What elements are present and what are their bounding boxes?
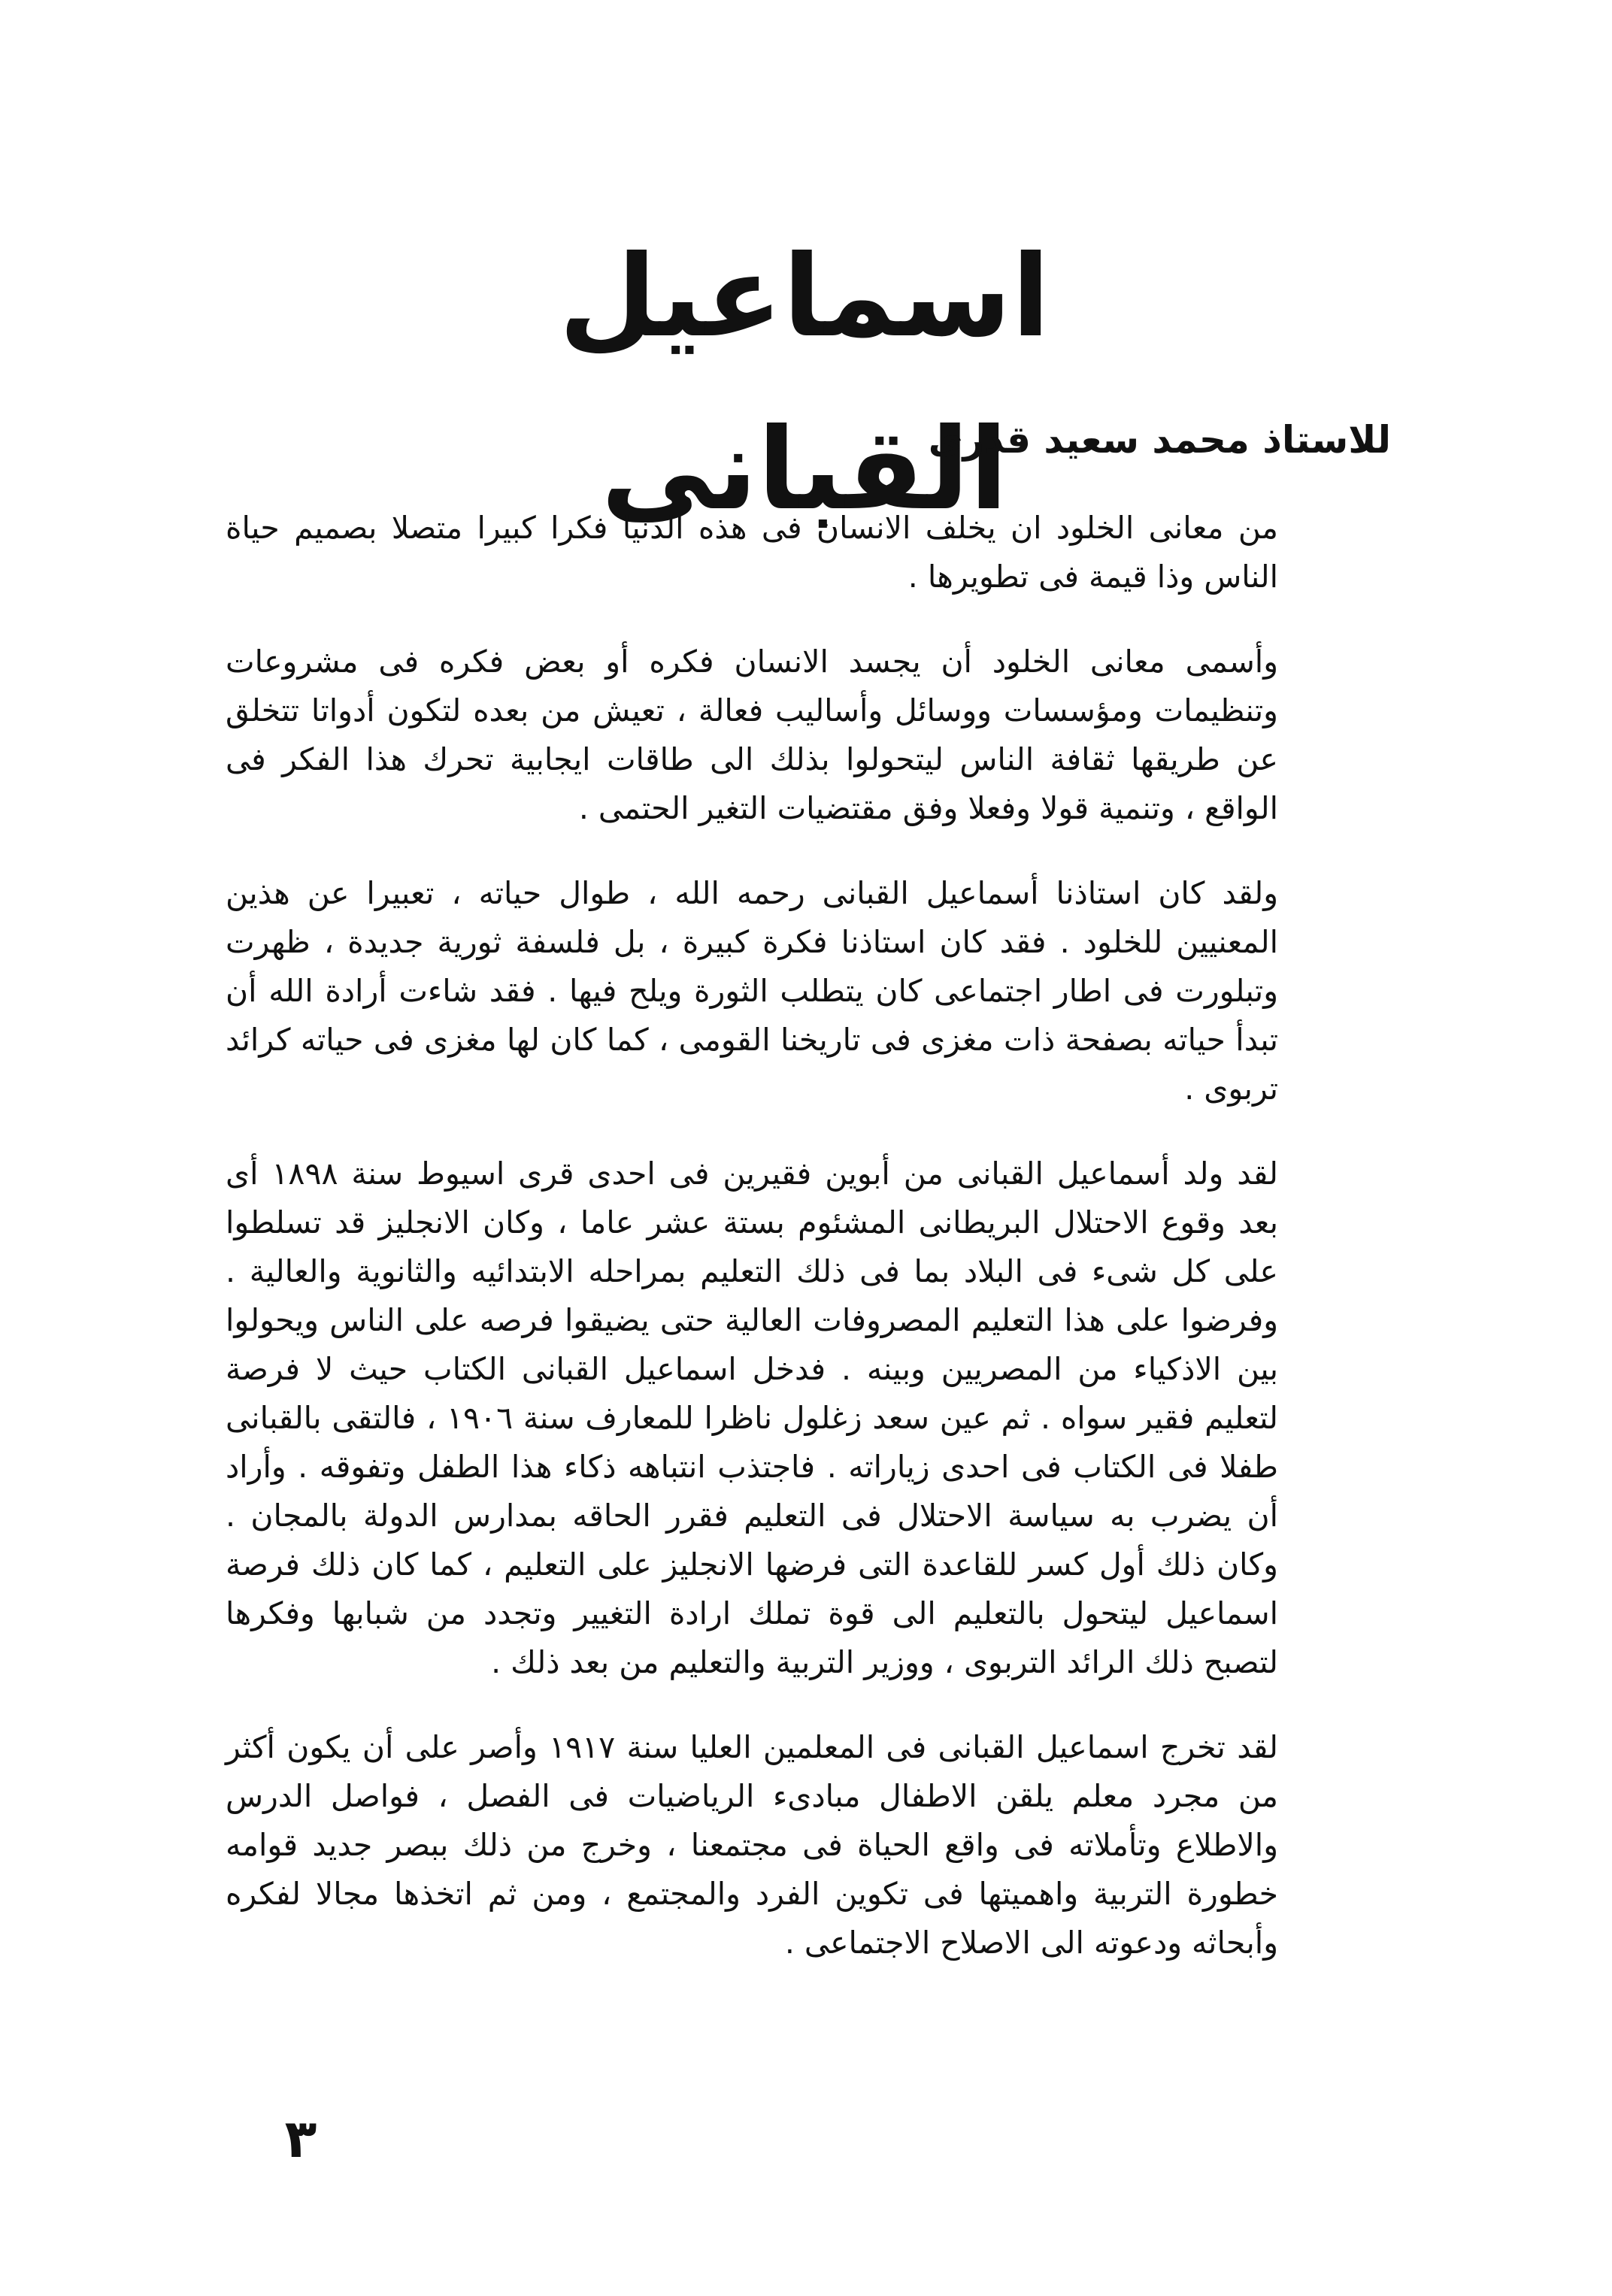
paragraph-1: من معانى الخلود ان يخلف الانسان فى هذه الدنيا فكرا كبيرا متصلا بصميم حياة الناس وذا قيمة فى تطويرها . xyxy=(226,510,1278,595)
article-author: للاستاذ محمد سعيد قدرى xyxy=(928,418,1391,462)
article-body xyxy=(226,504,1278,2082)
paragraph-3: ولقد كان استاذنا أسماعيل القبانى رحمه الله ، طوال حياته ، تعبيرا عن هذين المعنيين للخلود . فقد كان استاذنا فكرة كبيرة ، بل فلسفة ثورية جديدة ، ظهرت وتبلورت فى اطار اجتماعى كان يتطلب الثورة ويلح فيها . فقد شاءت أرادة الله أن تبدأ حياته بصفحة ذات مغزى فى تاريخنا القومى ، كما كان لها مغزى فى حياته كرائد تربوى . xyxy=(226,875,1278,1107)
article-title: اسماعيل القبانى xyxy=(559,232,1050,535)
paragraph-5: لقد تخرج اسماعيل القبانى فى المعلمين العليا سنة ١٩١٧ وأصر على أن يكون أكثر من مجرد معلم يلقن الاطفال مبادىء الرياضيات فى الفصل ، فواصل الدرس والاطلاع وتأملاته فى واقع الحياة فى مجتمعنا ، وخرج من ذلك ببصر جديد قوامه خطورة التربية واهميتها فى تكوين الفرد والمجتمع ، ومن ثم اتخذها مجالا لفكره وأبحاثه ودعوته الى الاصلاح الاجتماعى . xyxy=(226,1729,1279,1961)
paragraph-4: لقد ولد أسماعيل القبانى من أبوين فقيرين فى احدى قرى اسيوط سنة ١٨٩٨ أى بعد وقوع الاحتلال البريطانى المشئوم بستة عشر عاما ، وكان الانجليز قد تسلطوا على كل شىء فى البلاد بما فى ذلك التعليم بمراحله الابتدائيه والثانوية والعالية . وفرضوا على هذا التعليم المصروفات العالية حتى يضيقوا فرصه على الناس ويحولوا بين الاذكياء من المصريين وبينه . فدخل اسماعيل القبانى الكتاب حيث لا فرصة لتعليم فقير سواه . ثم عين سعد زغلول ناظرا للمعارف سنة ١٩٠٦ ، فالتقى بالقبانى طفلا فى الكتاب فى احدى زياراته . فاجتذب انتباهه ذكاء هذا الطفل وتفوقه . وأراد أن يضرب به سياسة الاحتلال فى التعليم فقرر الحاقه بمدارس الدولة بالمجان . وكان ذلك أول كسر للقاعدة التى فرضها الانجليز على التعليم ، كما كان ذلك فرصة اسماعيل ليتحول بالتعليم الى قوة تملك ارادة التغيير وتجدد من شبابها وفكرها لتصبح ذلك الرائد التربوى ، ووزير التربية والتعليم من بعد ذلك . xyxy=(226,1156,1279,1680)
paragraph-2: وأسمى معانى الخلود أن يجسد الانسان فكره أو بعض فكره فى مشروعات وتنظيمات ومؤسسات ووسائل وأساليب فعالة ، تعيش من بعده لتكون أدواتا تتخلق عن طريقها ثقافة الناس ليتحولوا بذلك الى طاقات ايجابية تحرك هذا الفكر فى الواقع ، وتنمية قولا وفعلا وفق مقتضيات التغير الحتمى . xyxy=(226,644,1278,826)
page-number: ٣ xyxy=(284,2108,317,2170)
